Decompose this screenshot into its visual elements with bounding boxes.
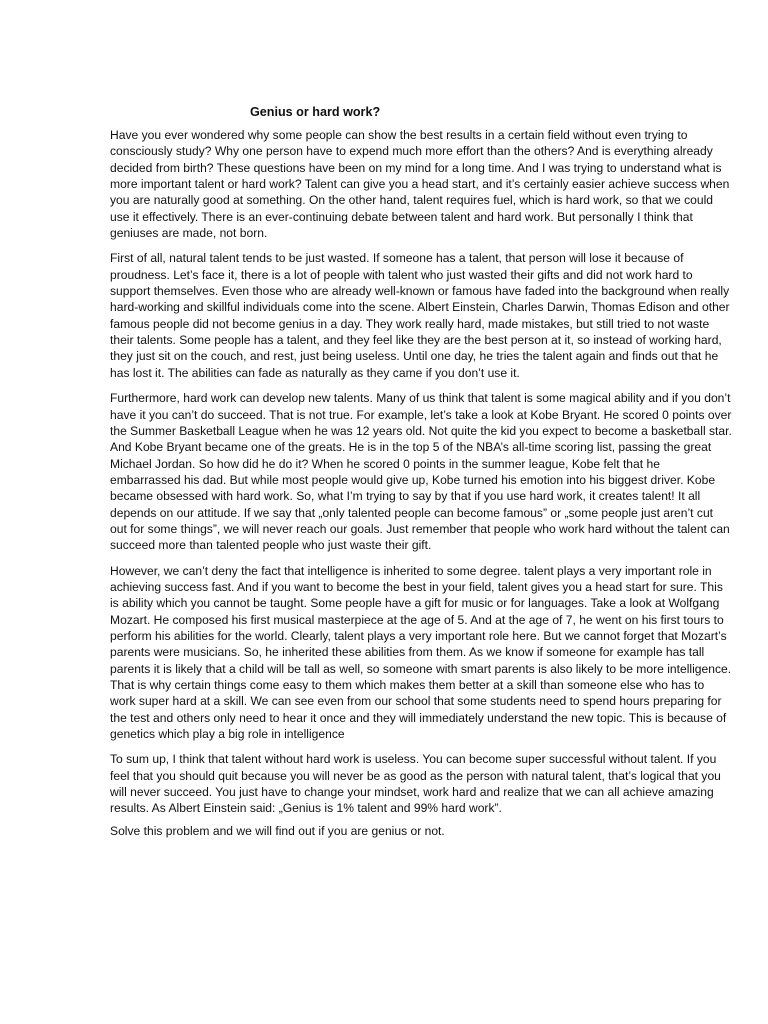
paragraph-closing-line: Solve this problem and we will find out if you are genius or not. — [110, 823, 445, 838]
document-title: Genius or hard work? — [250, 105, 381, 119]
paragraph-hard-work: Furthermore, hard work can develop new talents. Many of us think that talent is some magical ability and if you don’t have it you can’t do succeed. That is not true. For example, let’s take a look at Kobe Bryant. He scored 0 points over the Summer Basketball League when he was 12 years old. Not quite the kid you expect to become a basketball star. And Kobe Bryant became one of the greats. He is in the top 5 of the NBA’s all-time scoring list, passing the great Michael Jordan. So how did he do it? When he scored 0 points in the summer league, Kobe felt that he embarrassed his dad. But while most people would give up, Kobe turned his emotion into his biggest driver. Kobe became obsessed with hard work. So, what I’m trying to say by that if you use hard work, it creates talent! It all depends on our attitude. If we say that „only talented people can become famous” or „some people just aren’t cut out for some things”, we will never reach our goals. Just remember that people who work hard without the talent can succeed more than talented people who just waste their gift. — [110, 391, 732, 553]
document-body — [110, 127, 732, 848]
paragraph-inherited-intelligence: However, we can’t deny the fact that intelligence is inherited to some degree. talent plays a very important role in achieving success fast. And if you want to become the best in your field, talent gives you a head start for sure. This is ability which you cannot be taught. Some people have a gift for music or for languages. Take a look at Wolfgang Mozart. He composed his first musical masterpiece at the age of 5. And at the age of 7, he went on his first tours to perform his abilities for the world. Clearly, talent plays a very important role here. But we cannot forget that Mozart’s parents were musicians. So, he inherited these abilities from them. As we know if someone for example has tall parents it is likely that a child will be tall as well, so someone with smart parents is also likely to be more intelligence. That is why certain things come easy to them which makes them better at a skill than someone else who has to work super hard at a skill. We can see even from our school that some students need to spend hours preparing for the test and others only need to hear it once and they will immediately understand the new topic. This is because of genetics which play a big role in intelligence — [110, 563, 732, 742]
paragraph-conclusion: To sum up, I think that talent without hard work is useless. You can become super successful without talent. If you feel that you should quit because you will never be as good as the person with natural talent, that’s logical that you will never succeed. You just have to change your mindset, work hard and realize that we can all achieve amazing results. As Albert Einstein said: „Genius is 1% talent and 99% hard work”. — [110, 752, 721, 816]
paragraph-introduction: Have you ever wondered why some people can show the best results in a certain field without even trying to consciously study? Why one person have to expend much more effort than the others? And is everything already decided from birth? These questions have been on my mind for a long time. And I was trying to understand what is more important talent or hard work? Talent can give you a head start, and it’s certainly easier achieve success when you are naturally good at something. On the other hand, talent requires fuel, which is hard work, so that we could use it effectively. There is an ever-continuing debate between talent and hard work. But personally I think that geniuses are made, not born. — [110, 128, 730, 241]
paragraph-wasted-talent: First of all, natural talent tends to be just wasted. If someone has a talent, that person will lose it because of proudness. Let’s face it, there is a lot of people with talent who just wasted their gifts and did not work hard to support themselves. Even those who are already well-known or famous have faded into the background when really hard-working and skillful individuals come into the scene. Albert Einstein, Charles Darwin, Thomas Edison and other famous people did not become genius in a day. They work really hard, made mistakes, but still tried to not waste their talents. Some people has a talent, and they feel like they are the best person at it, so instead of working hard, they just sit on the couch, and rest, just being useless. Until one day, he tries the talent again and finds out that he has lost it. The abilities can fade as naturally as they came if you don’t use it. — [110, 251, 730, 380]
